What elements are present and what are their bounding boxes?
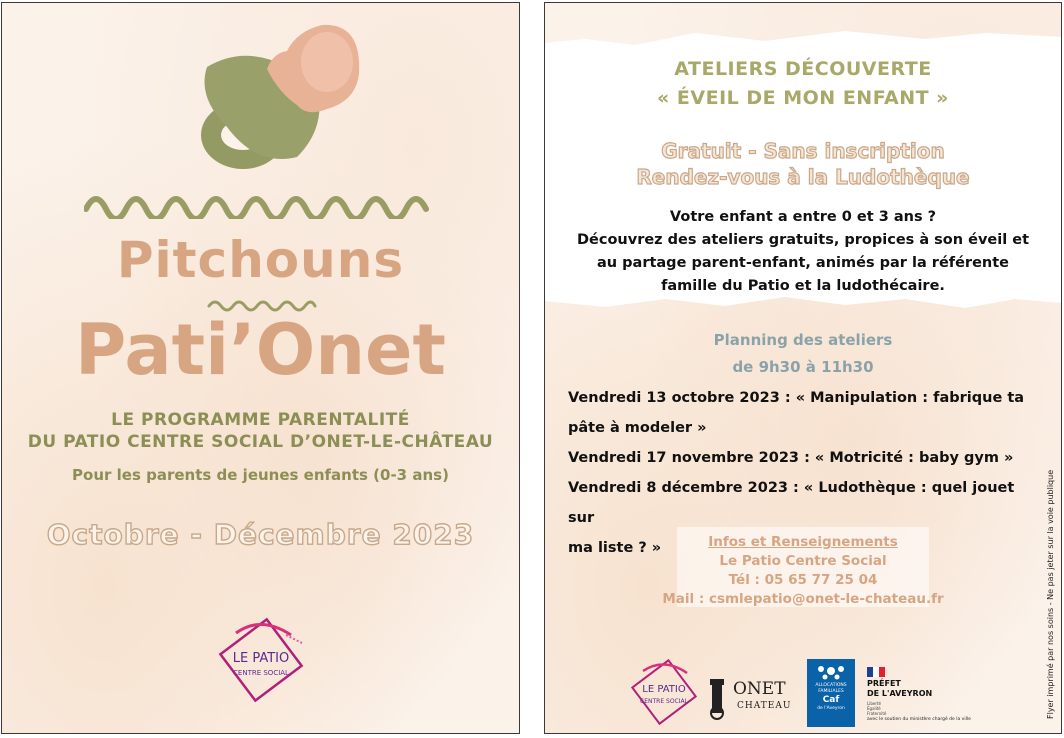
caf-line3: Caf xyxy=(822,695,840,705)
session-3-line-1: Vendredi 8 décembre 2023 : « Ludothèque : quel jouet sur xyxy=(568,480,1015,526)
onet-logo-line2: CHATEAU xyxy=(737,701,792,711)
workshop-heading xyxy=(545,55,1061,113)
flyer-cover-page xyxy=(1,2,520,734)
le-patio-logo xyxy=(216,615,306,705)
intro-line-4: famille du Patio et la ludothécaire. xyxy=(661,278,945,294)
programme-subtitle xyxy=(2,409,519,453)
prefet-line1: PRÉFET xyxy=(867,679,901,688)
prefet-line2: DE L'AVEYRON xyxy=(867,689,933,698)
infos-phone: Tél : 05 65 77 25 04 xyxy=(728,572,878,588)
onet-logo-line1: ONET xyxy=(733,679,786,699)
caf-line2: FAMILIALES xyxy=(818,689,844,694)
flyer-info-page xyxy=(544,2,1062,734)
patio-logo-line1: LE PATIO xyxy=(232,651,290,666)
audience-text: Pour les parents de jeunes enfants (0-3 ans) xyxy=(72,466,449,484)
free-line-1: Gratuit - Sans inscription xyxy=(661,139,945,163)
heading-line-2: « ÉVEIL DE MON ENFANT » xyxy=(657,87,949,109)
print-notice: Flyer imprimé par nos soins - Ne pas jeter sur la voie publique xyxy=(1046,469,1055,719)
planning-header xyxy=(545,327,1061,381)
title-patonet: Pati’Onet xyxy=(75,309,446,391)
session-1-line-1: Vendredi 13 octobre 2023 : « Manipulation : fabrique ta xyxy=(568,390,1025,406)
planning-title: Planning des ateliers xyxy=(713,331,893,349)
session-2: Vendredi 17 novembre 2023 : « Motricité : baby gym » xyxy=(568,450,1014,466)
ministry-support-text: avec le soutien du ministère chargé de la ville xyxy=(867,717,971,722)
programme-line-2: DU PATIO CENTRE SOCIAL D’ONET-LE-CHÂTEAU xyxy=(27,432,494,452)
prefet-motto: Liberté Égalité Fraternité xyxy=(867,701,887,716)
infos-email: Mail : csmlepatio@onet-le-chateau.fr xyxy=(662,591,944,607)
pacifier-illustration xyxy=(187,17,367,177)
patio-small-line2: CENTRE SOCIAL xyxy=(640,698,688,705)
contact-info xyxy=(545,533,1061,609)
session-3-line-2: ma liste ? » xyxy=(568,540,662,556)
caf-line4: de l'Aveyron xyxy=(817,706,845,711)
caf-line1: ALLOCATIONS xyxy=(815,683,847,688)
free-info xyxy=(545,138,1061,190)
planning-hours: de 9h30 à 11h30 xyxy=(732,358,874,376)
patio-small-line1: LE PATIO xyxy=(642,684,686,695)
caf-logo xyxy=(807,659,855,727)
le-patio-logo-small xyxy=(629,657,699,727)
free-line-2: Rendez-vous à la Ludothèque xyxy=(636,165,970,189)
title-pitchouns: Pitchouns xyxy=(116,231,405,289)
intro-line-1: Votre enfant a entre 0 et 3 ans ? xyxy=(669,209,937,225)
programme-line-1: LE PROGRAMME PARENTALITÉ xyxy=(111,410,410,430)
wave-divider xyxy=(84,189,434,219)
prefet-logo xyxy=(867,667,1027,727)
onet-chateau-logo xyxy=(707,675,797,721)
patio-logo-line2: CENTRE SOCIAL xyxy=(233,669,289,677)
intro-paragraph xyxy=(545,206,1061,298)
period-dates: Octobre - Décembre 2023 xyxy=(46,518,475,551)
intro-line-2: Découvrez des ateliers gratuits, propices à son éveil et xyxy=(577,232,1029,248)
session-1-line-2: pâte à modeler » xyxy=(568,420,707,436)
heading-line-1: ATELIERS DÉCOUVERTE xyxy=(674,58,932,80)
infos-title: Infos et Renseignements xyxy=(708,534,898,550)
infos-org: Le Patio Centre Social xyxy=(719,553,887,569)
intro-line-3: au partage parent-enfant, animés par la référente xyxy=(597,255,1009,271)
